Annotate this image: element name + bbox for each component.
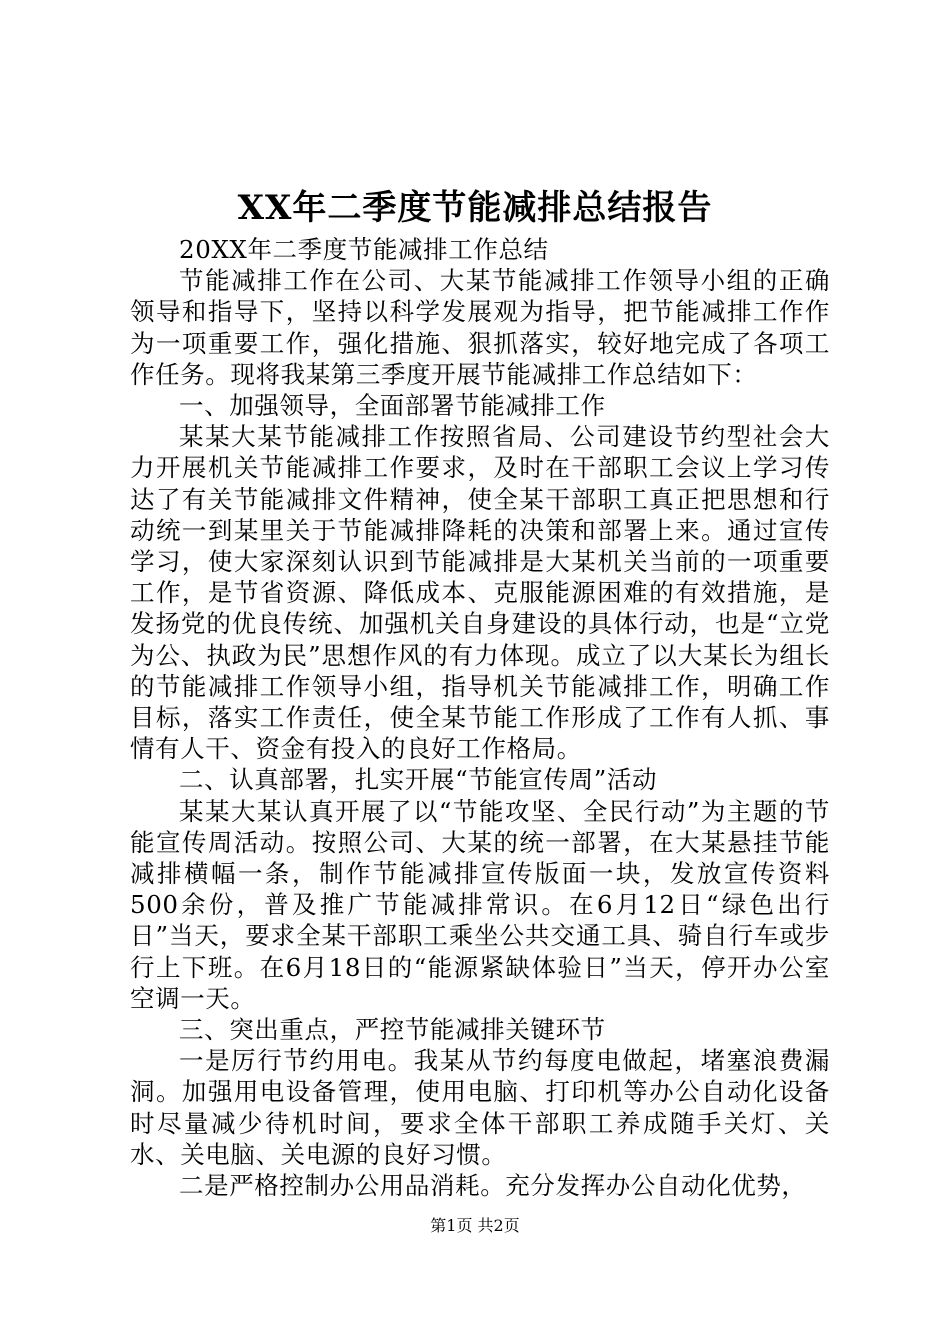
document-body [130, 234, 830, 1201]
section-1-paragraph: 某某大某节能减排工作按照省局、公司建设节约型社会大力开展机关节能减排工作要求，及时在干部职工会议上学习传达了有关节能减排文件精神，使全某干部职工真正把思想和行动统一到某里关于节能减排降耗的决策和部署上来。通过宣传学习，使大家深刻认识到节能减排是大某机关当前的一项重要工作，是节省资源、降低成本、克服能源困难的有效措施，是发扬党的优良传统、加强机关自身建设的具体行动，也是“立党为公、执政为民”思想作风的有力体现。成立了以大某长为组长的节能减排工作领导小组，指导机关节能减排工作，明确工作目标，落实工作责任，使全某节能工作形成了工作有人抓、事情有人干、资金有投入的良好工作格局。 [130, 422, 830, 764]
section-3-paragraph-2: 二是严格控制办公用品消耗。充分发挥办公自动化优势， [179, 1171, 807, 1201]
section-3-paragraph-1: 一是厉行节约用电。我某从节约每度电做起，堵塞浪费漏洞。加强用电设备管理，使用电脑、打印机等办公自动化设备时尽量减少待机时间，要求全体干部职工养成随手关灯、关水、关电脑、关电源的良好习惯。 [130, 1046, 830, 1169]
section-heading-2: 二、认真部署，扎实开展“节能宣传周”活动 [179, 765, 658, 795]
intro-paragraph: 节能减排工作在公司、大某节能减排工作领导小组的正确领导和指导下，坚持以科学发展观为指导，把节能减排工作作为一项重要工作，强化措施、狠抓落实，较好地完成了各项工作任务。现将我某第三季度开展节能减排工作总结如下： [130, 266, 830, 389]
section-2-paragraph: 某某大某认真开展了以“节能攻坚、全民行动”为主题的节能宣传周活动。按照公司、大某的统一部署，在大某悬挂节能减排横幅一条，制作节能减排宣传版面一块，发放宣传资料500余份，普及推广节能减排常识。在6月12日“绿色出行日”当天，要求全某干部职工乘坐公共交通工具、骑自行车或步行上下班。在6月18日的“能源紧缺体验日”当天，停开办公室空调一天。 [130, 796, 830, 1013]
section-heading-3: 三、突出重点，严控节能减排关键环节 [179, 1015, 606, 1045]
document-title: XX年二季度节能减排总结报告 [237, 188, 713, 228]
section-heading-1: 一、加强领导，全面部署节能减排工作 [179, 391, 606, 421]
subtitle-paragraph: 20XX年二季度节能减排工作总结 [179, 235, 549, 264]
page-footer: 第1页 共2页 [430, 1216, 520, 1235]
